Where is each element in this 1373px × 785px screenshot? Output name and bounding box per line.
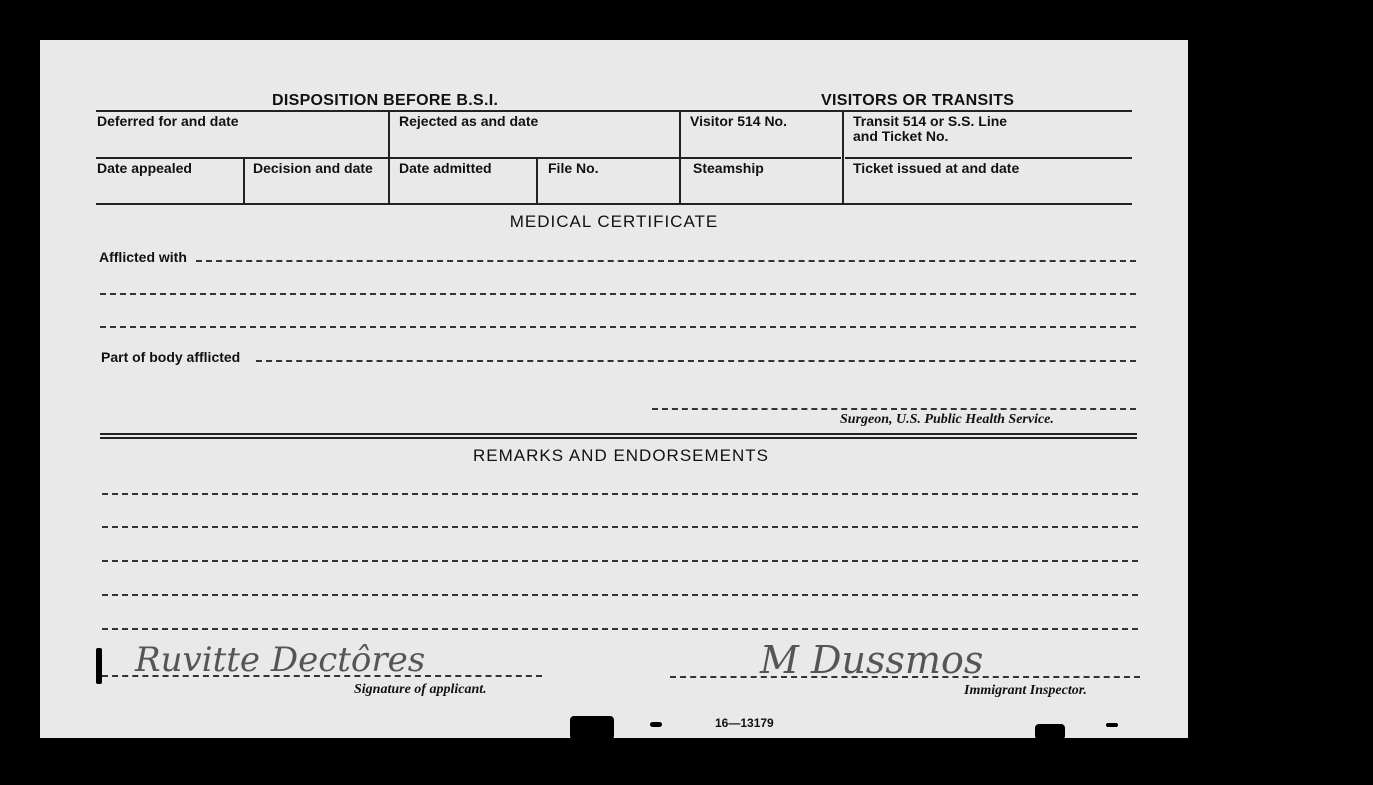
part-of-body-label: Part of body afflicted <box>101 349 241 365</box>
visitors-heading: VISITORS OR TRANSITS <box>821 92 1015 109</box>
decision-label: Decision and date <box>253 160 373 176</box>
scan-blot <box>1035 724 1065 740</box>
rejected-label: Rejected as and date <box>399 113 539 129</box>
scan-blot <box>650 722 662 727</box>
section-double-rule-top <box>100 433 1137 435</box>
table-mid-rule-transit <box>845 157 1132 159</box>
section-double-rule-bottom <box>100 437 1137 439</box>
date-admitted-label: Date admitted <box>399 160 492 176</box>
date-appealed-label: Date appealed <box>97 160 192 176</box>
medical-certificate-heading: MEDICAL CERTIFICATE <box>509 212 719 231</box>
table-mid-rule-visitor <box>681 157 841 159</box>
table-divider <box>536 157 538 203</box>
afflicted-with-line <box>196 260 1136 262</box>
file-no-label: File No. <box>548 160 599 176</box>
scan-blot <box>1106 723 1118 727</box>
ticket-issued-label: Ticket issued at and date <box>853 160 1020 176</box>
table-divider <box>679 110 681 203</box>
transit-label-line2: and Ticket No. <box>853 128 949 144</box>
remarks-heading: REMARKS AND ENDORSEMENTS <box>472 446 770 465</box>
visitor-label: Visitor 514 No. <box>690 113 788 129</box>
inspector-signature: M Dussmos <box>760 638 984 682</box>
form-number: 16—13179 <box>715 716 774 730</box>
steamship-label: Steamship <box>693 160 764 176</box>
immigration-card <box>40 40 1188 738</box>
table-divider <box>842 110 844 203</box>
applicant-signature-label: Signature of applicant. <box>354 682 487 697</box>
part-of-body-line <box>256 360 1136 362</box>
afflicted-line-3 <box>100 326 1136 328</box>
remarks-line <box>102 594 1138 596</box>
afflicted-with-label: Afflicted with <box>99 249 187 265</box>
table-top-rule <box>96 110 1132 112</box>
afflicted-line-2 <box>100 293 1136 295</box>
remarks-line <box>102 493 1138 495</box>
inspector-signature-line <box>670 676 1140 678</box>
remarks-line <box>102 560 1138 562</box>
remarks-line <box>102 628 1138 630</box>
disposition-heading: DISPOSITION BEFORE B.S.I. <box>272 92 499 109</box>
surgeon-label: Surgeon, U.S. Public Health Service. <box>840 412 1054 427</box>
remarks-line <box>102 526 1138 528</box>
applicant-signature-line <box>102 675 542 677</box>
deferred-label: Deferred for and date <box>97 113 239 129</box>
table-divider <box>388 110 390 203</box>
scan-blot <box>570 716 614 740</box>
scan-mark <box>96 648 102 684</box>
inspector-signature-label: Immigrant Inspector. <box>964 683 1087 698</box>
table-divider <box>243 157 245 203</box>
table-bottom-rule <box>96 203 1132 205</box>
surgeon-signature-line <box>652 408 1136 410</box>
applicant-signature: Ruvitte Dectôres <box>135 640 426 680</box>
transit-label-line1: Transit 514 or S.S. Line <box>853 113 1008 129</box>
